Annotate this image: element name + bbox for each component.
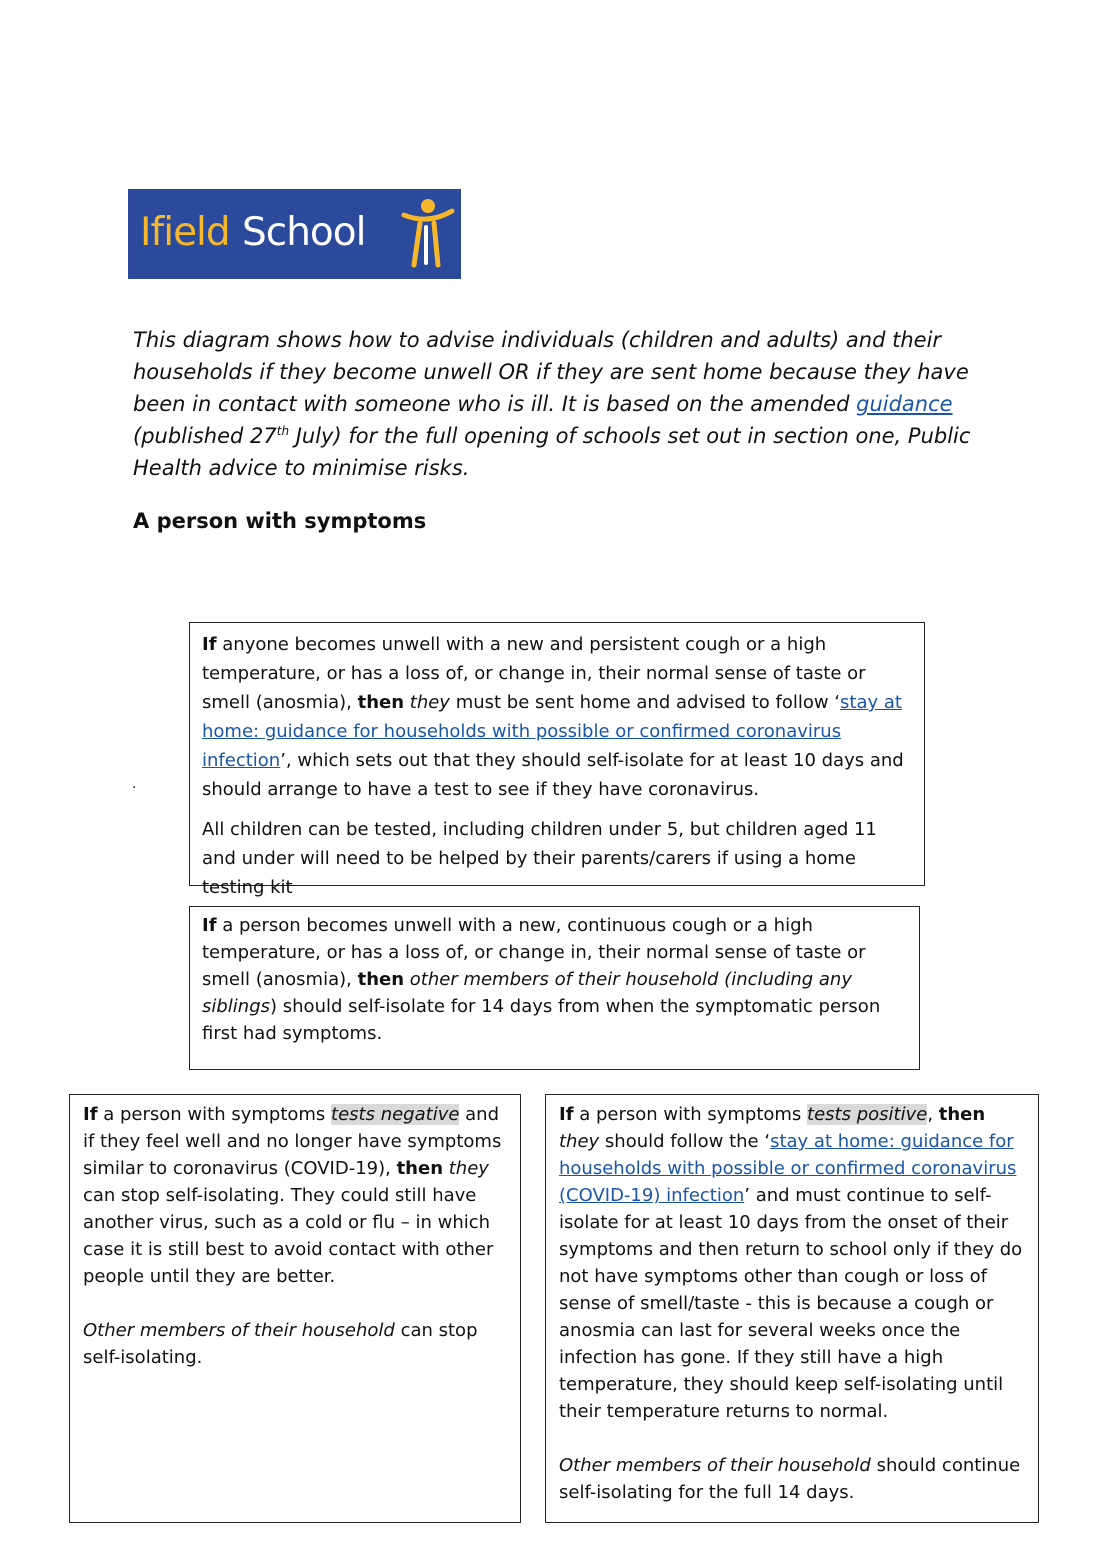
- tests-negative-box: [69, 1094, 521, 1523]
- stray-dot: .: [132, 776, 137, 792]
- positive-household-paragraph: Other members of their household should continue self-isolating for the full 14 days.: [559, 1455, 1021, 1503]
- logo-text-ifield: Ifield: [140, 210, 230, 255]
- stay-at-home-covid-link[interactable]: stay at home: guidance for households with possible or confirmed coronavirus (COVID-19) infection: [559, 1131, 1017, 1206]
- negative-paragraph: If a person with symptoms tests negative and if they feel well and no longer have symptoms similar to coronavirus (COVID-19), then they can stop self-isolating. They could still have another virus, such as a cold or flu – in which case it is still best to avoid contact with other people until they are better.: [83, 1104, 502, 1287]
- stay-at-home-link[interactable]: stay at home: guidance for households with possible or confirmed coronavirus infection: [202, 692, 902, 771]
- section-heading: A person with symptoms: [133, 509, 427, 533]
- negative-household-paragraph: Other members of their household can stop self-isolating.: [83, 1320, 478, 1368]
- tests-positive-box: [545, 1094, 1039, 1523]
- symptoms-paragraph: If anyone becomes unwell with a new and persistent cough or a high temperature, or has a loss of, or change in, their normal sense of taste or smell (anosmia), then they must be sent home and advised to follow ‘stay at home: guidance for households with possible or confirmed coronavirus infection’, which sets out that they should self-isolate for at least 10 days and should arrange to have a test to see if they have coronavirus.: [202, 634, 904, 800]
- logo-text-school: School: [242, 210, 366, 255]
- guidance-link[interactable]: guidance: [856, 392, 953, 416]
- positive-paragraph: If a person with symptoms tests positive, then they should follow the ‘stay at home: guidance for households with possible or confirmed coronavirus (COVID-19) infection’ and must continue to self-isolate for at least 10 days from the onset of their symptoms and then return to school only if they do not have symptoms other than cough or loss of sense of smell/taste - this is because a cough or anosmia can last for several weeks once the infection has gone. If they still have a high temperature, they should keep self-isolating until their temperature returns to normal.: [559, 1104, 1023, 1422]
- household-paragraph: If a person becomes unwell with a new, continuous cough or a high temperature, or has a loss of, or change in, their normal sense of taste or smell (anosmia), then other members of their household (including any siblings) should self-isolate for 14 days from when the symptomatic person first had symptoms.: [202, 915, 881, 1044]
- symptoms-box: [189, 622, 925, 898]
- superscript-th: th: [276, 424, 290, 438]
- household-box: [189, 906, 920, 1070]
- logo-figures-icon: [398, 197, 458, 271]
- intro-paragraph: This diagram shows how to advise individuals (children and adults) and their households if they become unwell OR if they are sent home because they have been in contact with someone who is ill. It is based on the amended guidance (published 27th July) for the full opening of schools set out in section one, Public Health advice to minimise risks.: [133, 328, 971, 480]
- tests-positive-highlight: tests positive: [807, 1104, 928, 1125]
- school-logo: [128, 189, 461, 279]
- testing-paragraph: All children can be tested, including children under 5, but children aged 11 and under will need to be helped by their parents/carers if using a home testing kit: [202, 819, 877, 898]
- tests-negative-highlight: tests negative: [331, 1104, 460, 1125]
